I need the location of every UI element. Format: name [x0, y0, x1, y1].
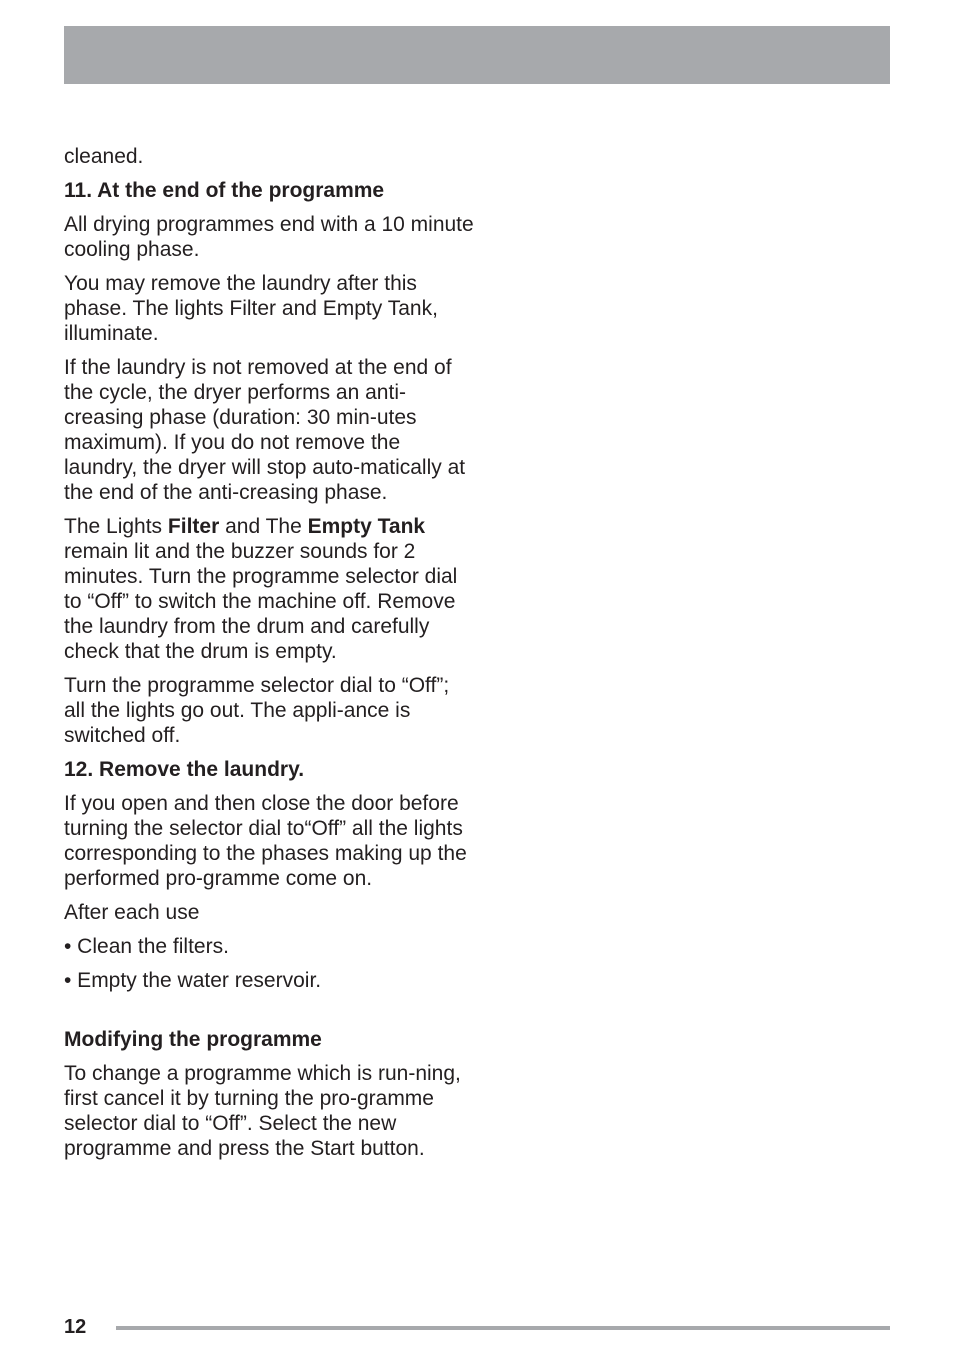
- heading-modifying-programme: Modifying the programme: [64, 1028, 322, 1051]
- heading-remove-laundry: 12. Remove the laundry.: [64, 758, 305, 781]
- paragraph-switch-off: Turn the programme selector dial to “Off”; all the lights go out. The appli-ance is switched off.: [64, 674, 450, 747]
- paragraph-after-each-use: After each use: [64, 901, 200, 924]
- paragraph-anti-creasing: If the laundry is not removed at the end of the cycle, the dryer performs an anti-creasing phase (duration: 30 min-utes maximum). If you do not remove the laundry, the dryer will stop auto-matically at the end of the anti-creasing phase.: [64, 356, 466, 504]
- bullet-clean-filters: • Clean the filters.: [64, 935, 229, 958]
- footer-rule: [116, 1326, 890, 1330]
- page-number: 12: [64, 1316, 87, 1338]
- paragraph-cooling-phase: All drying programmes end with a 10 minute cooling phase.: [64, 213, 474, 261]
- paragraph-change-programme: To change a programme which is run-ning, first cancel it by turning the pro-gramme selector dial to “Off”. Select the new programme and press the Start button.: [64, 1062, 461, 1160]
- text-run: and The: [219, 515, 308, 538]
- bullet-empty-reservoir: • Empty the water reservoir.: [64, 969, 322, 992]
- bold-filter: Filter: [167, 515, 220, 538]
- paragraph-lights-buzzer: [64, 514, 474, 664]
- paragraph-cleaned: cleaned.: [64, 145, 144, 168]
- text-column: [64, 144, 474, 1170]
- heading-end-of-programme: 11. At the end of the programme: [64, 179, 385, 202]
- paragraph-remove-after-phase: You may remove the laundry after this phase. The lights Filter and Empty Tank, illuminate.: [64, 272, 438, 345]
- text-run: The Lights: [64, 515, 168, 538]
- header-bar: [64, 26, 890, 84]
- text-run: remain lit and the buzzer sounds for 2 minutes. Turn the programme selector dial to “Off” to switch the machine off. Remove the laundry from the drum and carefully check that the drum is empty.: [64, 540, 458, 663]
- paragraph-open-close-door: If you open and then close the door before turning the selector dial to“Off” all the lights corresponding to the phases making up the performed pro-gramme come on.: [64, 792, 467, 890]
- bold-empty-tank: Empty Tank: [307, 515, 426, 538]
